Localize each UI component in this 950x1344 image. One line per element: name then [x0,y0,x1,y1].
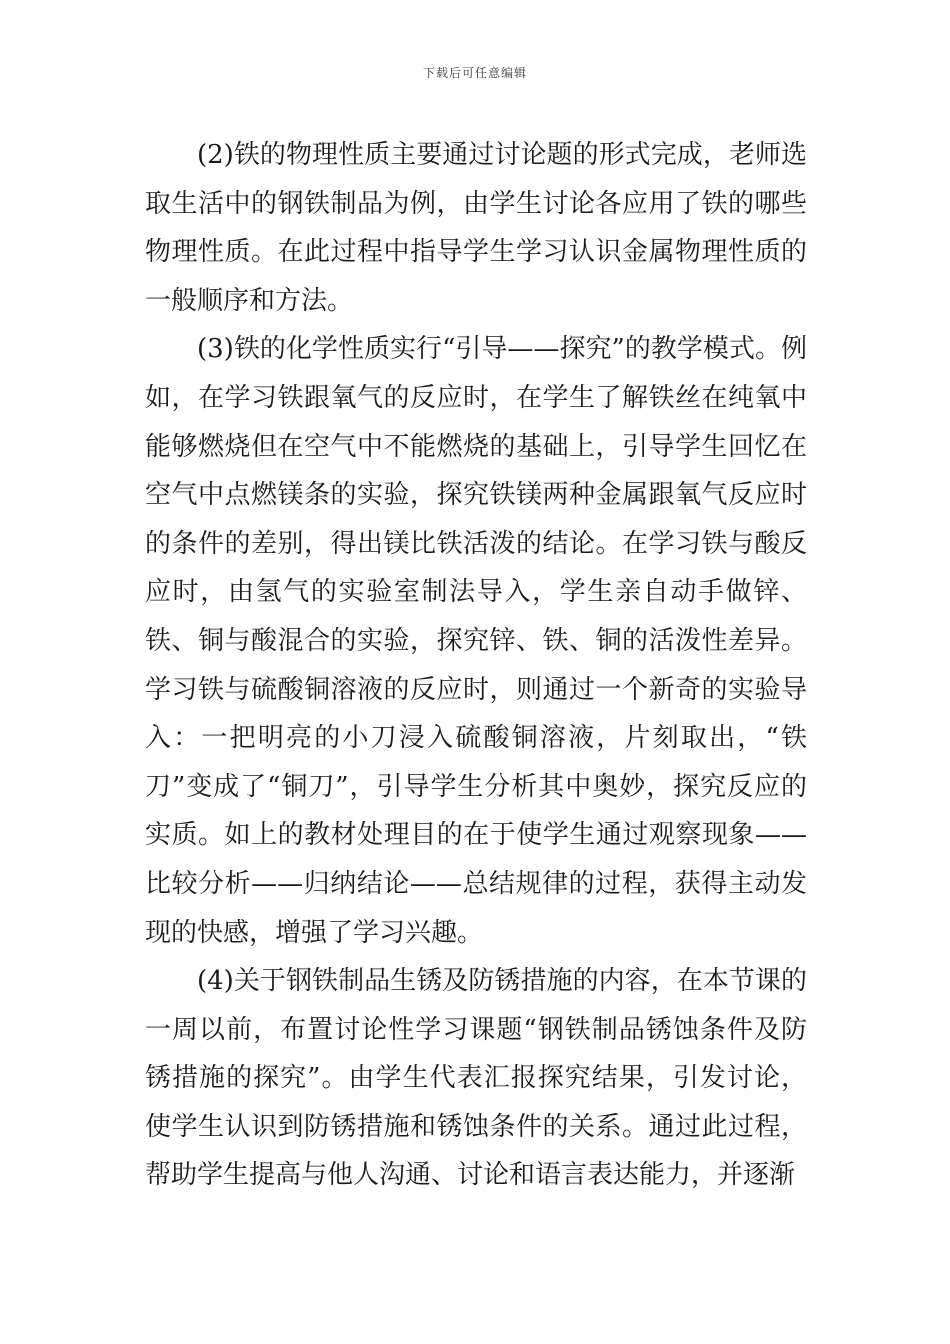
paragraph-4: (4)关于钢铁制品生锈及防锈措施的内容，在本节课的一周以前，布置讨论性学习课题“钢铁制品锈蚀条件及防锈措施的探究”。由学生代表汇报探究结果，引发讨论，使学生认识到防锈措施和锈蚀条件的关系。通过此过程，帮助学生提高与他人沟通、讨论和语言表达能力，并逐渐 [145,966,807,1191]
paragraph-2: (2)铁的物理性质主要通过讨论题的形式完成，老师选取生活中的钢铁制品为例，由学生讨论各应用了铁的哪些物理性质。在此过程中指导学生学习认识金属物理性质的一般顺序和方法。 [145,140,807,316]
page-header-note: 下载后可任意编辑 [422,66,527,80]
paragraph-3: (3)铁的化学性质实行“引导——探究”的教学模式。例如，在学习铁跟氧气的反应时，在学生了解铁丝在纯氧中能够燃烧但在空气中不能燃烧的基础上，引导学生回忆在空气中点燃镁条的实验，探究铁镁两种金属跟氧气反应时的条件的差别，得出镁比铁活泼的结论。在学习铁与酸反应时，由氢气的实验室制法导入，学生亲自动手做锌、铁、铜与酸混合的实验，探究锌、铁、铜的活泼性差异。学习铁与硫酸铜溶液的反应时，则通过一个新奇的实验导入：一把明亮的小刀浸入硫酸铜溶液，片刻取出，“铁刀”变成了“铜刀”，引导学生分析其中奥妙，探究反应的实质。如上的教材处理目的在于使学生通过观察现象——比较分析——归纳结论——总结规律的过程，获得主动发现的快感，增强了学习兴趣。 [145,334,807,948]
body-text [145,131,807,1200]
